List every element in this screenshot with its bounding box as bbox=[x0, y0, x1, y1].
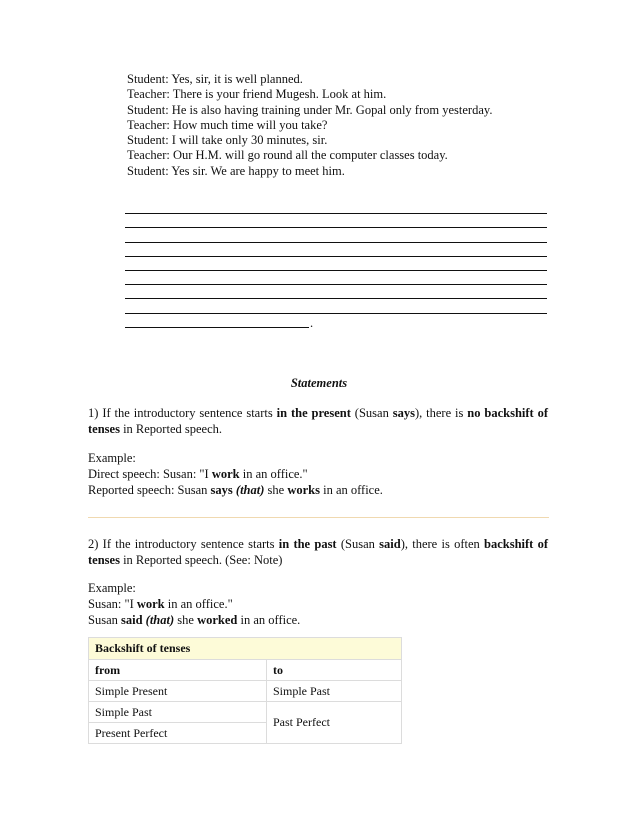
dialogue-line: Teacher: Our H.M. will go round all the computer classes today. bbox=[127, 148, 448, 163]
short-rule-bar bbox=[125, 314, 309, 328]
table-cell: Simple Past bbox=[267, 681, 402, 702]
dialogue-line: Student: Yes, sir, it is well planned. bbox=[127, 72, 303, 86]
table-title-row bbox=[89, 638, 402, 660]
rule2-reported-speech: Susan said (that) she worked in an office. bbox=[88, 613, 301, 627]
rule2-text: 2) If the introductory sentence starts in the past (Susan said), there is often backshift of tenses in Reported speech. (See: Note) bbox=[88, 537, 549, 567]
rule2-example-label: Example: bbox=[88, 581, 136, 595]
emphasis: in the past bbox=[278, 537, 337, 551]
rule1-direct-speech: Direct speech: Susan: "I work in an office." bbox=[88, 467, 308, 481]
rule1-text: 1) If the introductory sentence starts in the present (Susan says), there is no backshift of tenses in Reported speech. bbox=[88, 406, 549, 436]
divider bbox=[88, 517, 549, 518]
table-header-row bbox=[89, 660, 402, 681]
answer-line bbox=[125, 257, 547, 271]
emphasis: no backshift of tenses bbox=[88, 406, 549, 436]
answer-line bbox=[125, 214, 547, 228]
column-header-from: from bbox=[89, 660, 267, 681]
emphasis: said bbox=[379, 537, 401, 551]
emphasis: in the present bbox=[276, 406, 351, 420]
answer-line-short bbox=[125, 314, 547, 328]
table-cell: Simple Present bbox=[89, 681, 267, 702]
table-cell: Simple Past bbox=[89, 702, 267, 723]
table-cell: Present Perfect bbox=[89, 723, 267, 744]
dialogue-block bbox=[127, 72, 492, 179]
dialogue-line: Teacher: How much time will you take? bbox=[127, 117, 328, 132]
table-row bbox=[89, 681, 402, 702]
section-title: Statements bbox=[290, 376, 348, 390]
answer-line bbox=[125, 200, 547, 214]
answer-end-mark: . bbox=[310, 315, 314, 330]
answer-line bbox=[125, 271, 547, 285]
emphasis: backshift of tenses bbox=[88, 537, 549, 567]
table-title: Backshift of tenses bbox=[89, 638, 402, 660]
answer-line bbox=[125, 228, 547, 242]
dialogue-line: Teacher: There is your friend Mugesh. Look at him. bbox=[127, 87, 387, 102]
answer-lines bbox=[125, 200, 547, 328]
rule2-direct-speech: Susan: "I work in an office." bbox=[88, 597, 233, 611]
backshift-table bbox=[88, 637, 402, 744]
dialogue-line: Student: I will take only 30 minutes, sir. bbox=[127, 133, 328, 148]
column-header-to: to bbox=[267, 660, 402, 681]
table-cell: Past Perfect bbox=[267, 702, 402, 744]
rule1-reported-speech: Reported speech: Susan says (that) she works in an office. bbox=[88, 483, 383, 497]
dialogue-line: Student: He is also having training under Mr. Gopal only from yesterday. bbox=[127, 102, 493, 117]
emphasis: says bbox=[392, 406, 415, 420]
answer-line bbox=[125, 299, 547, 313]
answer-line bbox=[125, 243, 547, 257]
table-row bbox=[89, 702, 402, 723]
answer-line bbox=[125, 285, 547, 299]
dialogue-line: Student: Yes sir. We are happy to meet him. bbox=[127, 163, 345, 178]
rule1-example-label: Example: bbox=[88, 451, 136, 465]
